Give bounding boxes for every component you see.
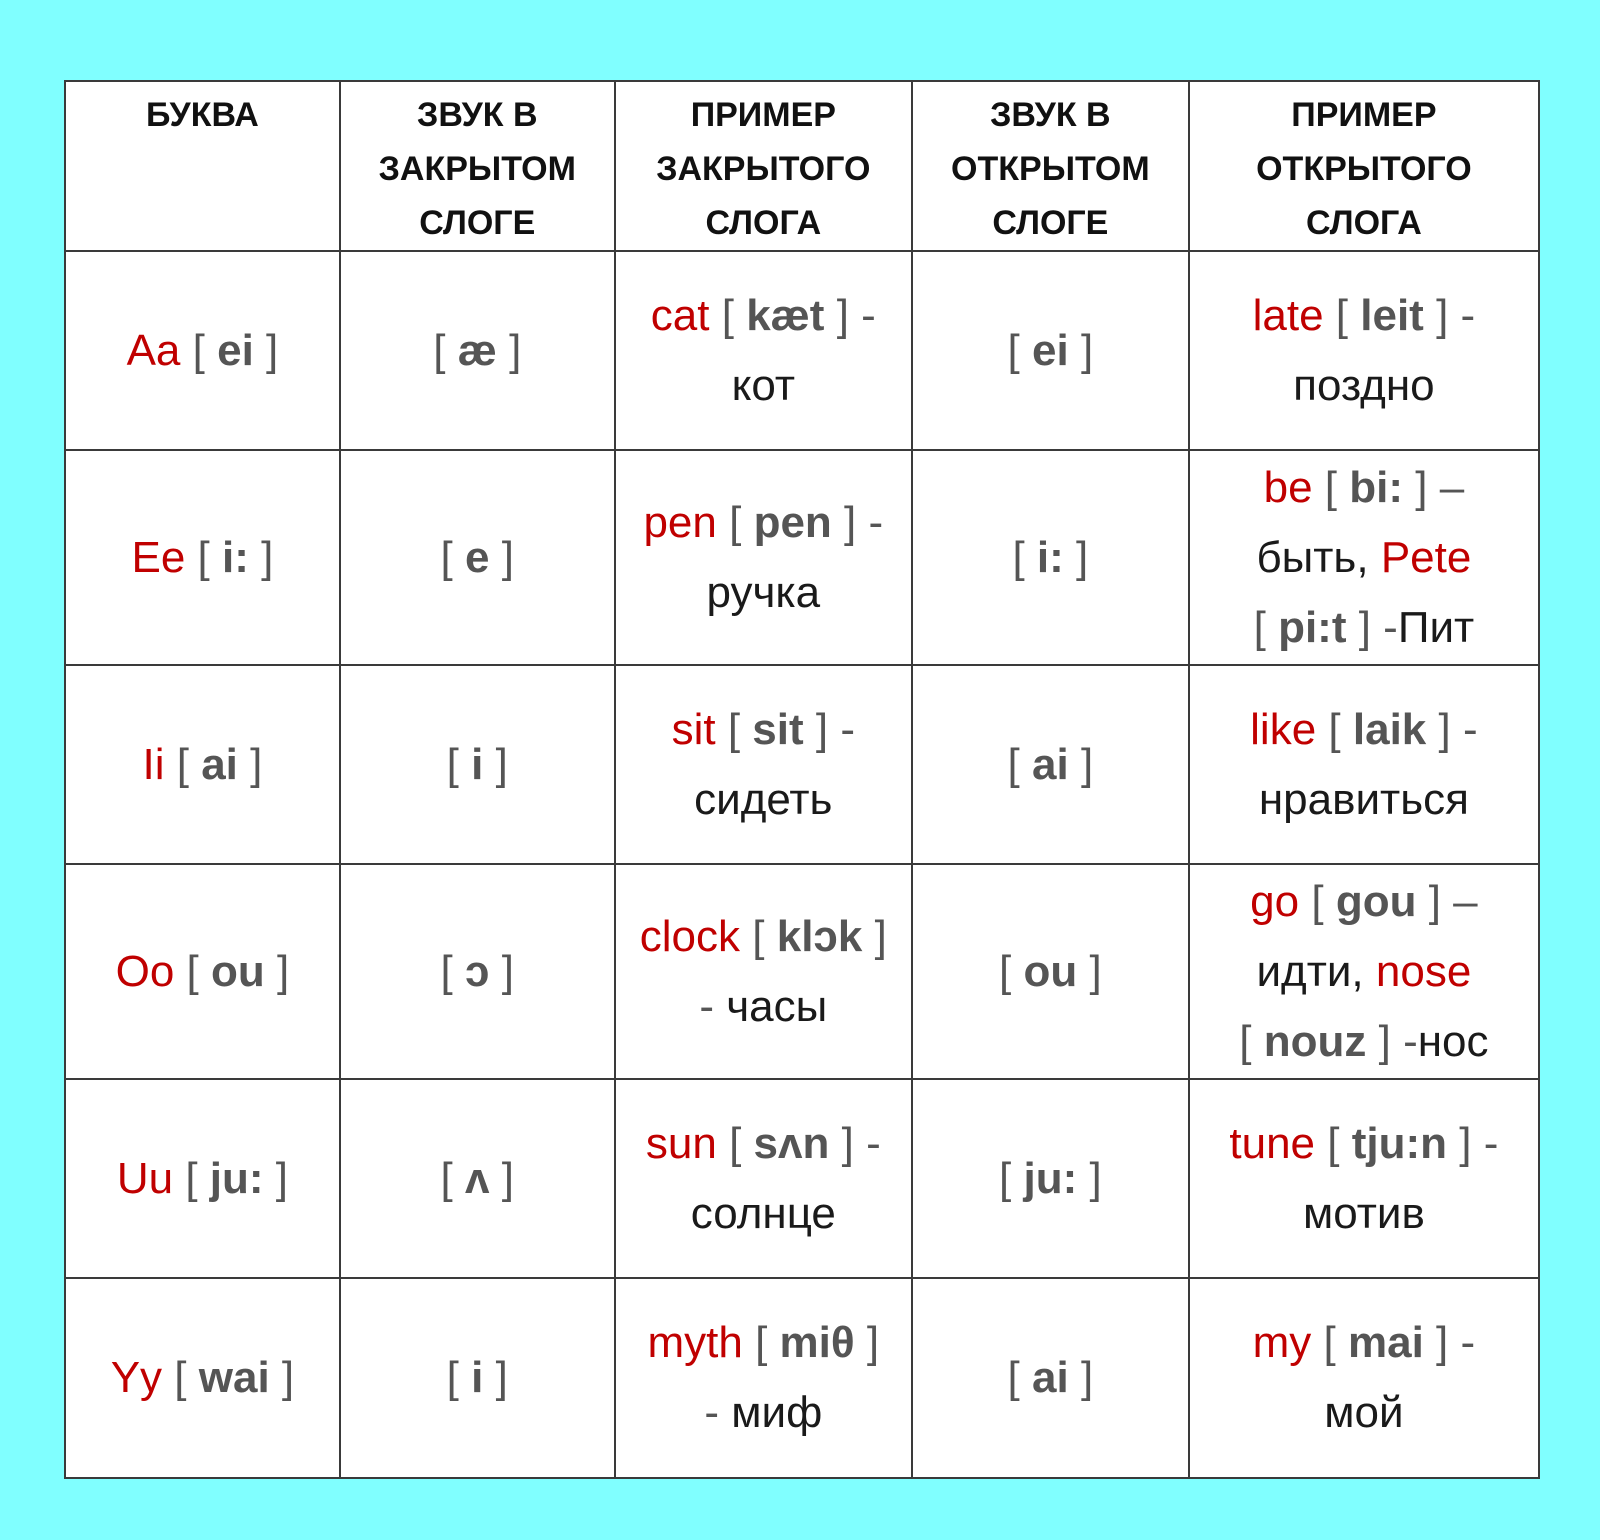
- closed-example-cell: clock [ klɔk ] - часы: [615, 864, 912, 1079]
- letter-cell: Aa [ ei ]: [65, 251, 340, 450]
- header-text: СЛОГА: [1306, 204, 1422, 242]
- closed-sound-cell: [ ʌ ]: [340, 1079, 615, 1278]
- open-word-2-transcription: pi:t: [1278, 602, 1347, 652]
- closed-word: pen: [643, 497, 717, 547]
- letter: Oo: [115, 946, 175, 996]
- open-translation: быть,: [1256, 532, 1369, 582]
- letter: Uu: [116, 1153, 174, 1203]
- letter-cell: Yy [ wai ]: [65, 1278, 340, 1478]
- header-open-example: [1189, 81, 1539, 251]
- closed-sound: ɔ: [465, 946, 490, 996]
- dash: -: [704, 1388, 719, 1438]
- dash: -: [840, 704, 856, 754]
- closed-word-transcription: sʌn: [753, 1118, 830, 1168]
- closed-sound-cell: [ æ ]: [340, 251, 615, 450]
- table-row: [65, 1079, 1539, 1278]
- closed-translation: ручка: [706, 567, 821, 617]
- open-example-cell: like [ laik ] - нравиться: [1189, 665, 1539, 864]
- open-word-2: nose: [1375, 946, 1472, 996]
- dash: -: [1383, 602, 1398, 652]
- letter-cell: Ee [ i: ]: [65, 450, 340, 665]
- header-text: БУКВА: [145, 96, 259, 134]
- header-text: ЗАКРЫТОГО: [656, 150, 871, 188]
- header-text: ЗВУК В: [990, 96, 1111, 134]
- closed-word-transcription: kæt: [746, 290, 825, 340]
- open-sound-cell: [ ai ]: [912, 665, 1189, 864]
- closed-sound-cell: [ ɔ ]: [340, 864, 615, 1079]
- letter: Ii: [142, 739, 165, 789]
- dash: -: [861, 290, 876, 340]
- letter-sound: i:: [222, 532, 249, 582]
- letter-sound: wai: [198, 1353, 270, 1403]
- open-word-transcription: bi:: [1349, 462, 1404, 512]
- open-word-transcription: laik: [1352, 704, 1427, 754]
- closed-sound: i: [471, 739, 484, 789]
- table-row: [65, 251, 1539, 450]
- open-sound: ei: [1032, 325, 1069, 375]
- letter: Ee: [131, 532, 186, 582]
- open-sound-cell: [ ju: ]: [912, 1079, 1189, 1278]
- open-translation-2: Пит: [1397, 602, 1475, 652]
- dash: -: [1483, 1118, 1499, 1168]
- closed-sound-cell: [ i ]: [340, 665, 615, 864]
- closed-example-cell: sun [ sʌn ] - солнце: [615, 1079, 912, 1278]
- header-row: [65, 81, 1539, 251]
- open-example-cell: my [ mai ] - мой: [1189, 1278, 1539, 1478]
- open-sound: ou: [1023, 946, 1078, 996]
- table-row: [65, 450, 1539, 665]
- open-sound-cell: [ ou ]: [912, 864, 1189, 1079]
- closed-translation: часы: [726, 981, 828, 1031]
- open-sound-cell: [ ei ]: [912, 251, 1189, 450]
- dash: -: [866, 1118, 881, 1168]
- closed-sound: ʌ: [465, 1153, 490, 1203]
- open-word-2: Pete: [1380, 532, 1472, 582]
- dash: -: [1460, 1318, 1476, 1368]
- table-row: [65, 1278, 1539, 1478]
- header-text: СЛОГА: [705, 204, 822, 242]
- closed-word: clock: [639, 911, 741, 961]
- open-word-2-transcription: nouz: [1263, 1016, 1367, 1066]
- open-sound-cell: [ i: ]: [912, 450, 1189, 665]
- closed-word-transcription: klɔk: [776, 911, 863, 961]
- closed-sound-cell: [ e ]: [340, 450, 615, 665]
- header-closed-example: [615, 81, 912, 251]
- dash: -: [1460, 290, 1476, 340]
- open-sound-cell: [ ai ]: [912, 1278, 1189, 1478]
- open-word-transcription: tju:n: [1351, 1118, 1448, 1168]
- table-row: [65, 665, 1539, 864]
- closed-word: sun: [645, 1118, 717, 1168]
- open-word: my: [1252, 1318, 1312, 1368]
- closed-sound-cell: [ i ]: [340, 1278, 615, 1478]
- letter-sound: ju:: [209, 1153, 264, 1203]
- open-translation: мотив: [1302, 1188, 1425, 1238]
- letter: Yy: [110, 1353, 163, 1403]
- dash: -: [1462, 704, 1478, 754]
- dash: –: [1439, 462, 1465, 512]
- vowel-reading-table: [64, 80, 1540, 1479]
- open-word: be: [1263, 462, 1313, 512]
- closed-sound: æ: [457, 325, 497, 375]
- open-translation: нравиться: [1258, 774, 1469, 824]
- open-example-cell: be [ bi: ] – быть, Pete [ pi:t ] -Пит: [1189, 450, 1539, 665]
- closed-word: myth: [647, 1318, 743, 1368]
- open-example-cell: late [ leit ] - поздно: [1189, 251, 1539, 450]
- open-sound: ai: [1032, 1353, 1069, 1403]
- open-sound: ai: [1032, 739, 1069, 789]
- closed-word-transcription: pen: [753, 497, 832, 547]
- closed-example-cell: cat [ kæt ] - кот: [615, 251, 912, 450]
- closed-translation: солнце: [690, 1188, 836, 1238]
- closed-translation: миф: [731, 1388, 823, 1438]
- open-sound: ju:: [1023, 1153, 1078, 1203]
- open-translation: поздно: [1293, 360, 1435, 410]
- header-closed-sound: [340, 81, 615, 251]
- open-example-cell: go [ gou ] – идти, nose [ nouz ] -нос: [1189, 864, 1539, 1079]
- letter: Aa: [126, 325, 181, 375]
- open-translation-2: нос: [1417, 1016, 1489, 1066]
- open-word-transcription: mai: [1347, 1318, 1424, 1368]
- closed-sound: e: [465, 532, 490, 582]
- letter-sound: ou: [211, 946, 265, 996]
- letter-cell: Ii [ ai ]: [65, 665, 340, 864]
- open-word-transcription: leit: [1360, 290, 1424, 340]
- header-text: ОТКРЫТОГО: [1256, 150, 1472, 188]
- open-word: late: [1252, 290, 1324, 340]
- open-sound: i:: [1036, 532, 1064, 582]
- header-text: ЗАКРЫТОМ: [378, 150, 576, 188]
- letter-cell: Oo [ ou ]: [65, 864, 340, 1079]
- table-row: [65, 864, 1539, 1079]
- header-text: ПРИМЕР: [690, 96, 836, 134]
- closed-word: cat: [650, 290, 710, 340]
- open-translation: идти,: [1256, 946, 1364, 996]
- letter-sound: ei: [217, 325, 254, 375]
- closed-example-cell: myth [ miθ ] - миф: [615, 1278, 912, 1478]
- closed-example-cell: sit [ sit ] - сидеть: [615, 665, 912, 864]
- closed-word-transcription: sit: [752, 704, 804, 754]
- closed-word-transcription: miθ: [779, 1318, 855, 1368]
- letter-sound: ai: [201, 739, 238, 789]
- closed-word: sit: [671, 704, 716, 754]
- closed-translation: кот: [731, 360, 795, 410]
- open-word: like: [1250, 704, 1317, 754]
- header-text: ЗВУК В: [417, 96, 538, 134]
- open-example-cell: tune [ tju:n ] - мотив: [1189, 1079, 1539, 1278]
- header-text: ОТКРЫТОМ: [951, 150, 1150, 188]
- closed-example-cell: pen [ pen ] - ручка: [615, 450, 912, 665]
- header-text: СЛОГЕ: [992, 204, 1109, 242]
- dash: –: [1453, 876, 1478, 926]
- dash: -: [868, 497, 884, 547]
- header-text: ПРИМЕР: [1291, 96, 1437, 134]
- open-word: tune: [1229, 1118, 1316, 1168]
- open-word-transcription: gou: [1335, 876, 1417, 926]
- letter-cell: Uu [ ju: ]: [65, 1079, 340, 1278]
- open-translation: мой: [1324, 1388, 1404, 1438]
- closed-sound: i: [471, 1353, 484, 1403]
- dash: -: [1403, 1016, 1418, 1066]
- header-open-sound: [912, 81, 1189, 251]
- dash: -: [699, 981, 714, 1031]
- closed-translation: сидеть: [694, 774, 833, 824]
- header-letter: [65, 81, 340, 251]
- open-word: go: [1250, 876, 1300, 926]
- header-text: СЛОГЕ: [419, 204, 536, 242]
